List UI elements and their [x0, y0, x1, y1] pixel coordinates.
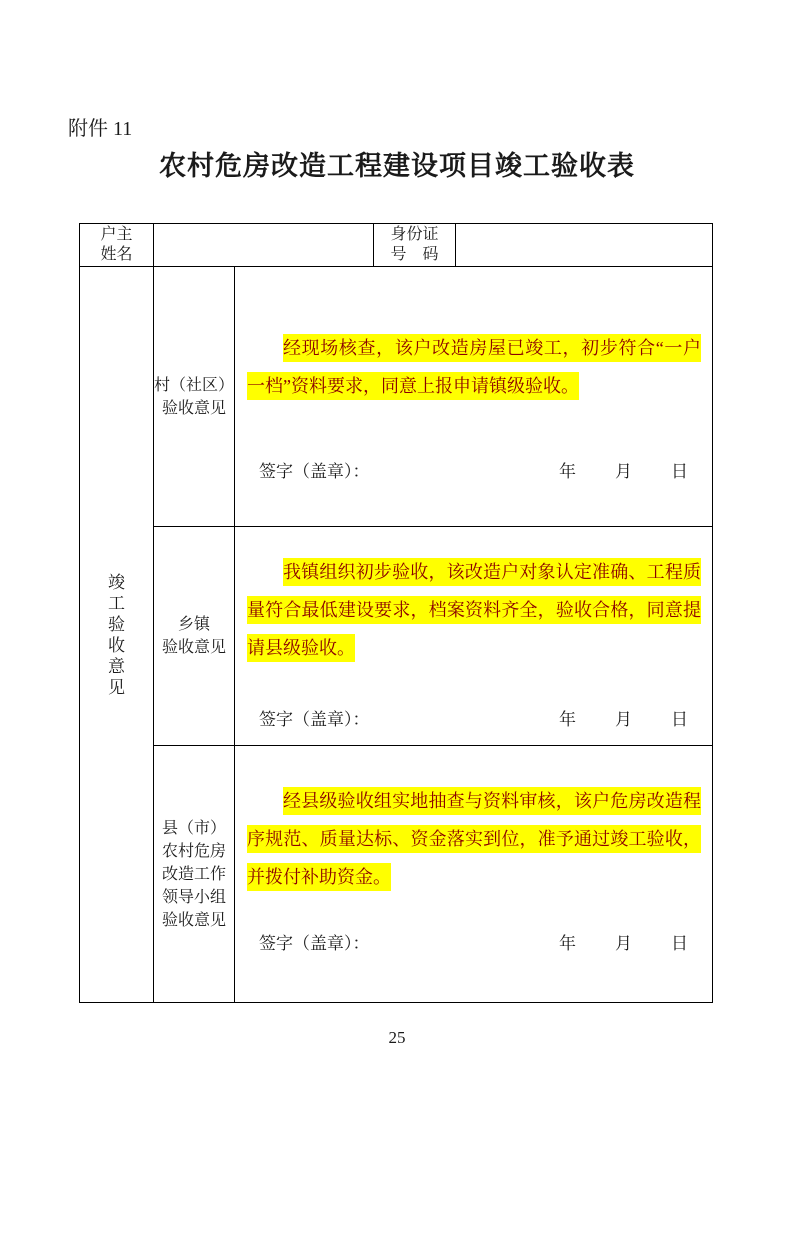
year-label: 年 [559, 462, 576, 482]
id-number-label-line2: 号 码 [390, 246, 439, 264]
group-label-vertical-text: 竣工验收意见 [108, 572, 125, 697]
page-number: 25 [388, 1028, 406, 1048]
signature-label: 签字（盖章）： [259, 710, 370, 730]
section-label-line: 县（市） [161, 819, 226, 837]
id-number-label [374, 224, 456, 267]
month-label: 月 [615, 934, 632, 954]
date-fields [559, 457, 688, 482]
attachment-label: 附件 11 [68, 118, 133, 140]
document-page [0, 116, 794, 1238]
section-label-village-community [154, 267, 235, 527]
year-label: 年 [559, 934, 576, 954]
section-label-line: 验收意见 [161, 639, 226, 657]
section-content-village-community [235, 267, 712, 527]
householder-name-label-line1: 户主 [100, 226, 133, 244]
section-label-line: 村（社区） [154, 376, 235, 394]
opinion-text-highlighted: 经现场核查，该户改造房屋已竣工，初步符合“一户一档”资料要求，同意上报申请镇级验收。 [247, 334, 701, 400]
day-label: 日 [671, 710, 688, 730]
section-label-line: 领导小组 [161, 888, 226, 906]
date-fields [559, 705, 688, 730]
month-label: 月 [615, 462, 632, 482]
section-label-line: 验收意见 [161, 911, 226, 929]
id-number-field[interactable] [456, 224, 712, 267]
householder-name-label-line2: 姓名 [100, 246, 133, 264]
day-label: 日 [671, 462, 688, 482]
day-label: 日 [671, 934, 688, 954]
id-number-label-line1: 身份证 [390, 226, 439, 244]
section-content-township [235, 527, 712, 746]
group-label-completion-acceptance [80, 267, 154, 1002]
section-label-county-leading-group [154, 746, 235, 1002]
table-header-row [80, 224, 712, 267]
section-content-county-leading-group [235, 746, 712, 1002]
signature-label: 签字（盖章）： [259, 462, 370, 482]
year-label: 年 [559, 710, 576, 730]
opinion-paragraph [247, 553, 701, 667]
householder-name-label [80, 224, 154, 267]
opinion-text-highlighted: 我镇组织初步验收，该改造户对象认定准确、工程质量符合最低建设要求，档案资料齐全，验收合格，同意提请县级验收。 [247, 558, 701, 662]
month-label: 月 [615, 710, 632, 730]
section-label-line: 验收意见 [161, 399, 226, 417]
opinion-paragraph [247, 329, 701, 405]
table-body [80, 267, 712, 1002]
section-label-township [154, 527, 235, 746]
signature-label: 签字（盖章）： [259, 934, 370, 954]
signature-row [247, 929, 701, 954]
date-fields [559, 929, 688, 954]
page-title: 农村危房改造工程建设项目竣工验收表 [159, 151, 635, 181]
section-label-line: 乡镇 [177, 616, 210, 634]
opinion-text-highlighted: 经县级验收组实地抽查与资料审核，该户危房改造程序规范、质量达标、资金落实到位，准予通过竣工验收，并拨付补助资金。 [247, 787, 701, 891]
householder-name-field[interactable] [154, 224, 374, 267]
signature-row [247, 457, 701, 482]
signature-row [247, 705, 701, 730]
section-label-line: 农村危房 [161, 842, 226, 860]
opinion-paragraph [247, 782, 701, 896]
section-label-line: 改造工作 [161, 865, 226, 883]
acceptance-table [79, 223, 713, 1003]
